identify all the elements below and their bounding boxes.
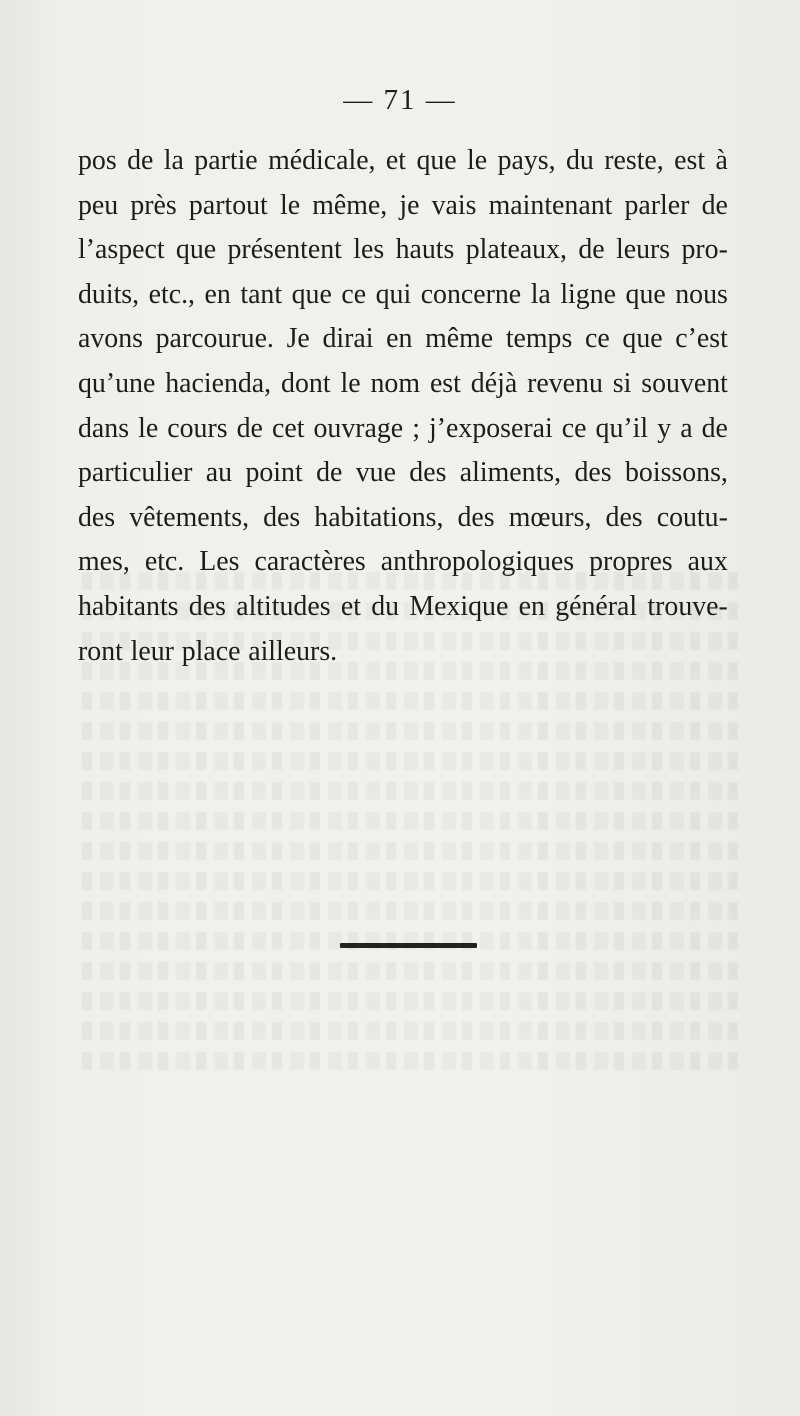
reverse-side-show-through (78, 560, 738, 1360)
text-line (78, 316, 728, 361)
word: en (204, 277, 231, 310)
word: etc., (148, 277, 196, 310)
word: et (385, 144, 407, 176)
word: que (622, 322, 663, 355)
text-line (78, 361, 728, 406)
word: partout (188, 188, 268, 221)
word: des (605, 500, 643, 533)
word: est (674, 144, 706, 176)
word: caractères (254, 545, 366, 578)
word: hauts (395, 233, 455, 266)
word: le (467, 144, 488, 176)
word: des (78, 500, 116, 533)
word: le (138, 411, 159, 444)
word: en (518, 589, 545, 622)
word: le (279, 188, 301, 221)
word: maintenant (488, 188, 613, 221)
word: hacienda, (165, 366, 272, 399)
word: que (175, 233, 217, 266)
word: coutu- (656, 500, 728, 533)
section-end-rule (340, 943, 477, 948)
word: ce (341, 277, 367, 310)
word: de (316, 456, 343, 489)
word: cours (167, 411, 228, 444)
word: qui (375, 277, 412, 310)
word: reste, (604, 144, 664, 176)
text-line (78, 406, 728, 451)
word: même, (312, 188, 388, 221)
word: même (425, 322, 494, 355)
word: partie (194, 144, 258, 176)
word: et (340, 589, 361, 622)
word: parler (624, 188, 690, 221)
word: propres (589, 545, 673, 578)
word: duits, (78, 277, 140, 310)
word: des (188, 589, 226, 622)
word: leurs (616, 233, 671, 266)
word: pays, (497, 144, 556, 176)
word: de (701, 188, 728, 221)
text-line (78, 138, 728, 183)
word: déjà (470, 366, 518, 399)
word: boissons, (624, 456, 728, 489)
word: y (657, 411, 672, 444)
text-line (78, 584, 728, 629)
word: qu’il (595, 411, 649, 444)
word: près (130, 188, 177, 221)
word: aux (687, 545, 728, 578)
word: ailleurs. (248, 634, 338, 667)
word: ront (78, 634, 123, 667)
word: altitudes (236, 589, 331, 622)
word: présentent (227, 233, 342, 266)
word: peu (78, 188, 119, 221)
word: nom (370, 366, 421, 399)
word: les (353, 233, 385, 266)
word: revenu (527, 366, 603, 399)
word: anthropologiques (380, 545, 575, 578)
word: pos (78, 144, 117, 176)
word: je (399, 188, 420, 221)
word: place (181, 634, 241, 667)
body-text (78, 138, 728, 673)
word: aliments, (459, 456, 562, 489)
word: trouve- (647, 589, 728, 622)
word: qu’une (78, 366, 156, 399)
word: ; (412, 411, 420, 444)
word: pro- (681, 233, 728, 266)
text-line (78, 629, 728, 674)
word: du (565, 144, 594, 176)
word: vais (431, 188, 477, 221)
text-line (78, 495, 728, 540)
word: la (530, 277, 551, 310)
word: de (578, 233, 605, 266)
word: a (680, 411, 693, 444)
word: le (340, 366, 361, 399)
word: point (245, 456, 303, 489)
word: mœurs, (508, 500, 592, 533)
word: à (715, 144, 728, 176)
word: la (163, 144, 184, 176)
word: concerne (420, 277, 522, 310)
word: ligne (560, 277, 617, 310)
text-line (78, 272, 728, 317)
word: que (291, 277, 332, 310)
word: vêtements, (129, 500, 250, 533)
word: Je (286, 322, 310, 355)
word: Les (199, 545, 240, 578)
word: habitants (78, 589, 179, 622)
page-number: — 71 — (343, 84, 457, 116)
word: particulier (78, 456, 193, 489)
word: de (701, 411, 728, 444)
word: plateaux, (465, 233, 567, 266)
word: parcourue. (155, 322, 274, 355)
word: j’exposerai (429, 411, 553, 444)
word: ouvrage (313, 411, 404, 444)
word: des (574, 456, 612, 489)
word: ce (561, 411, 587, 444)
text-line (78, 227, 728, 272)
word: médicale, (268, 144, 376, 176)
word: dont (281, 366, 331, 399)
word: est (429, 366, 461, 399)
word: des (263, 500, 301, 533)
word: Mexique (409, 589, 509, 622)
text-line (78, 450, 728, 495)
text-line (78, 183, 728, 228)
word: mes, (78, 545, 130, 578)
word: si (612, 366, 632, 399)
word: nous (675, 277, 728, 310)
word: au (205, 456, 233, 489)
word: souvent (641, 366, 728, 399)
word: des (457, 500, 495, 533)
word: général (555, 589, 638, 622)
word: de (236, 411, 263, 444)
word: c’est (675, 322, 728, 355)
word: avons (78, 322, 143, 355)
word: vue (355, 456, 396, 489)
word: de (127, 144, 154, 176)
word: leur (130, 634, 174, 667)
word: habitations, (314, 500, 444, 533)
word: des (409, 456, 447, 489)
word: temps (505, 322, 573, 355)
word: du (371, 589, 400, 622)
word: en (386, 322, 413, 355)
word: l’aspect (78, 233, 165, 266)
word: dans (78, 411, 130, 444)
text-line (78, 539, 728, 584)
word: tant (240, 277, 283, 310)
word: cet (271, 411, 305, 444)
word: que (625, 277, 666, 310)
word: que (416, 144, 457, 176)
word: ce (585, 322, 610, 355)
word: dirai (322, 322, 374, 355)
word: etc. (144, 545, 185, 578)
